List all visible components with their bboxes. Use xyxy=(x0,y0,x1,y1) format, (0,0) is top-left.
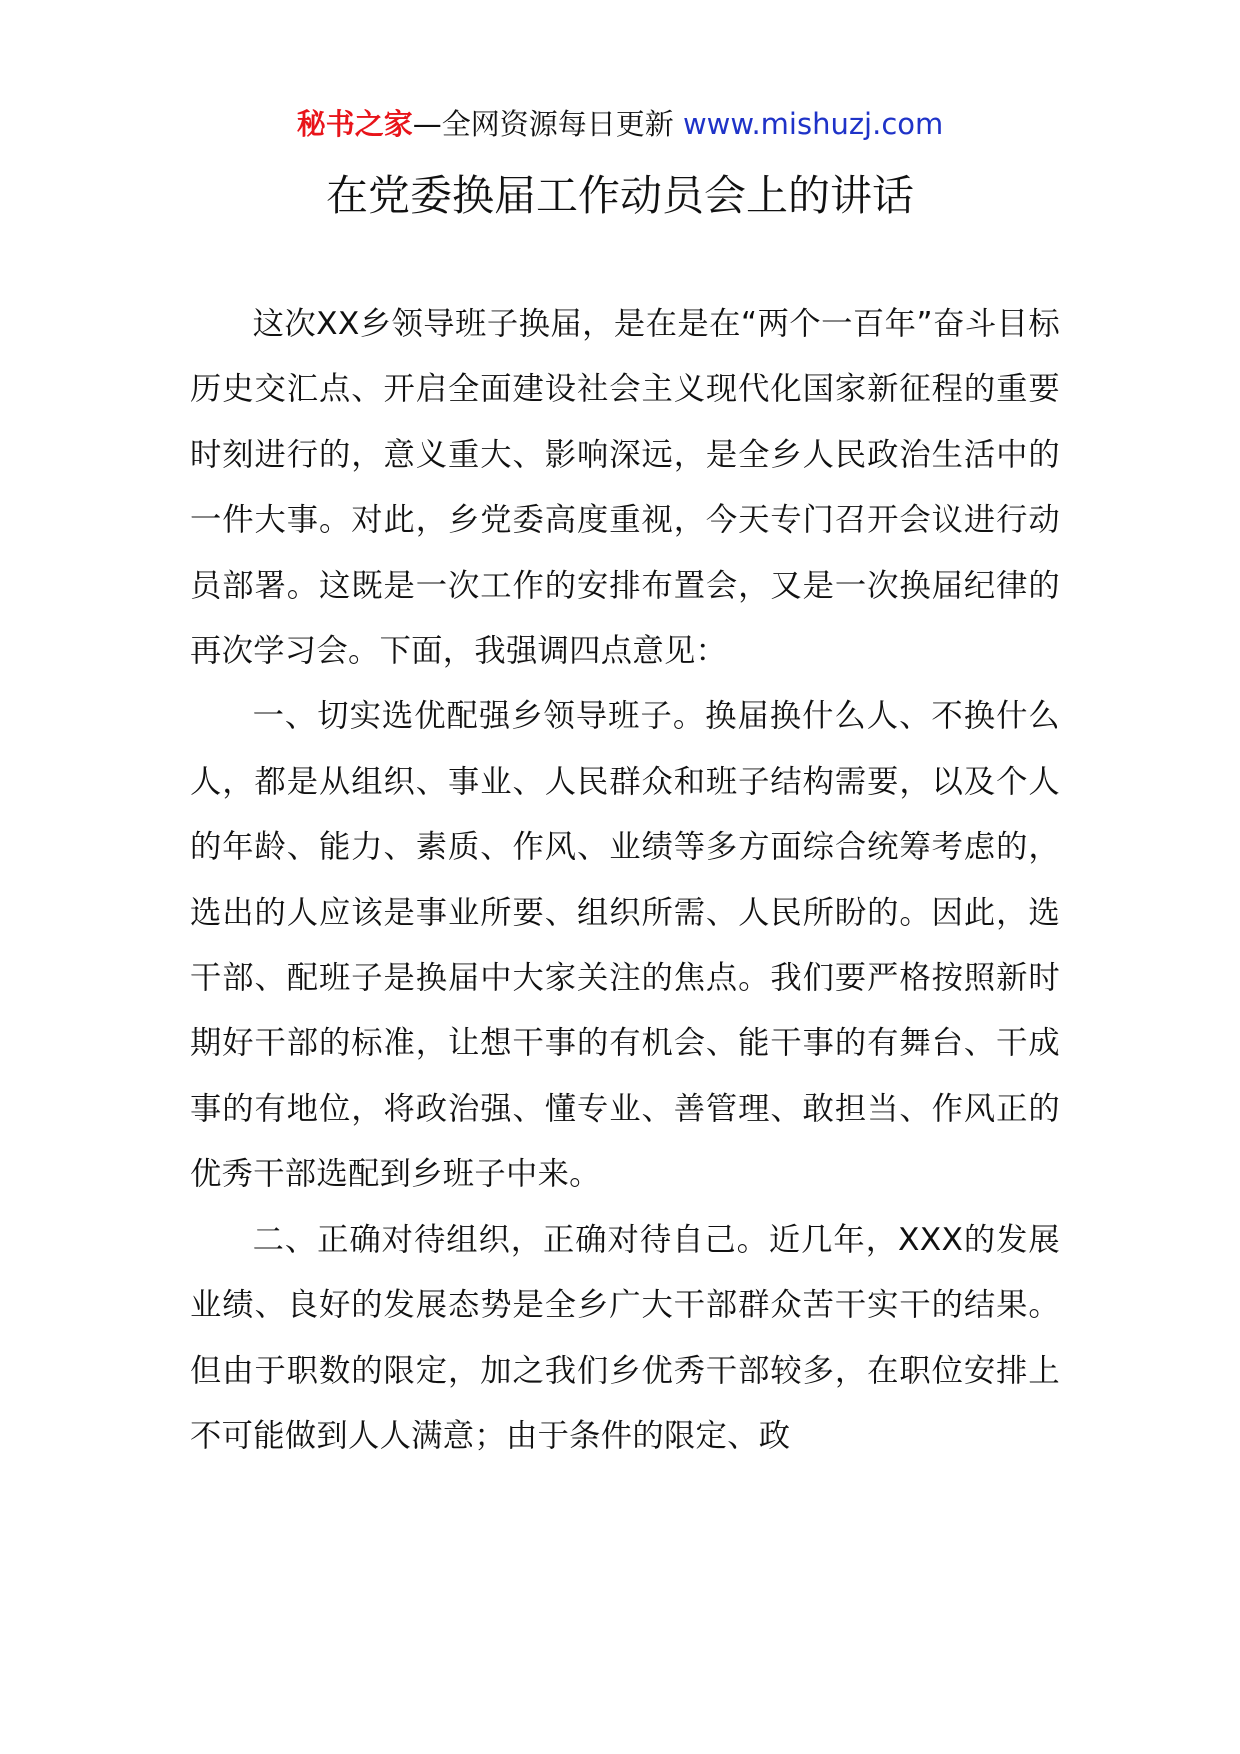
site-slogan: —全网资源每日更新 xyxy=(412,107,674,141)
site-url[interactable]: www.mishuzj.com xyxy=(682,107,944,141)
paragraph-intro: 这次XX乡领导班子换届，是在是在“两个一百年”奋斗目标历史交汇点、开启全面建设社会主义现代化国家新征程的重要时刻进行的，意义重大、影响深远，是全乡人民政治生活中的一件大事。对此，乡党委高度重视，今天专门召开会议进行动员部署。这既是一次工作的安排布置会，又是一次换届纪律的再次学习会。下面，我强调四点意见： xyxy=(190,306,1060,670)
site-header xyxy=(0,104,1240,144)
paragraph-point-two: 二、正确对待组织，正确对待自己。近几年，XXX的发展业绩、良好的发展态势是全乡广大干部群众苦干实干的结果。但由于职数的限定，加之我们乡优秀干部较多，在职位安排上不可能做到人人满意；由于条件的限定、政 xyxy=(190,1221,1060,1454)
document-title: 在党委换届工作动员会上的讲话 xyxy=(325,171,914,220)
document-body xyxy=(190,292,1060,1469)
paragraph-point-one: 一、切实选优配强乡领导班子。换届换什么人、不换什么人，都是从组织、事业、人民群众和班子结构需要，以及个人的年龄、能力、素质、作风、业绩等多方面综合统筹考虑的，选出的人应该是事业所要、组织所需、人民所盼的。因此，选干部、配班子是换届中大家关注的焦点。我们要严格按照新时期好干部的标准，让想干事的有机会、能干事的有舞台、干成事的有地位，将政治强、懂专业、善管理、敢担当、作风正的优秀干部选配到乡班子中来。 xyxy=(190,698,1060,1193)
brand-name: 秘书之家 xyxy=(296,107,413,141)
